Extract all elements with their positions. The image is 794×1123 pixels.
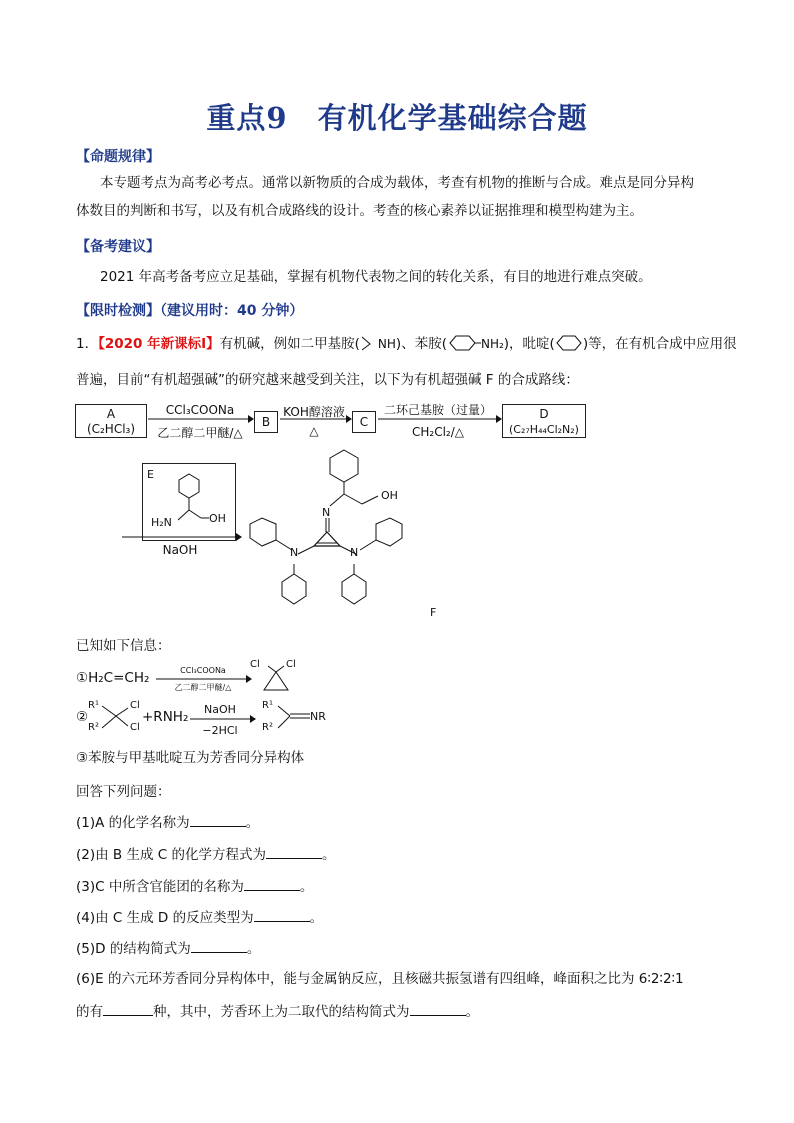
section-heading-rules: 【命题规律】 bbox=[76, 149, 160, 165]
f-amine-n-right: N bbox=[350, 546, 359, 559]
dimethylamine-structure bbox=[360, 335, 378, 351]
imine-product-structure bbox=[276, 702, 312, 732]
intro-part-a: 有机碱，例如二甲基胺( bbox=[219, 336, 360, 352]
intro-part-b: )、苯胺( bbox=[395, 336, 447, 352]
arrow2-reagent: KOH醇溶液 bbox=[283, 405, 345, 419]
arrow3-condition: CH₂Cl₂/△ bbox=[411, 425, 464, 439]
arrow-1 bbox=[148, 414, 254, 424]
arrow1-reagent: CCl₃COONa bbox=[165, 403, 235, 417]
answer-heading: 回答下列问题： bbox=[76, 784, 171, 800]
known-item-1-reactant: ①H₂C=CH₂ bbox=[76, 670, 150, 686]
question-number: 1． bbox=[76, 336, 99, 352]
known-item-2-arrow bbox=[190, 715, 256, 723]
compound-c-box: C bbox=[352, 411, 376, 433]
question-1-intro: 1．【2020 年新课标Ⅰ】有机碱，例如二甲基胺( NH)、苯胺( NH₂)，吡啶( )等，在有机合成中应用很 bbox=[76, 336, 737, 352]
f-imine-n: N bbox=[322, 506, 331, 519]
arrow1-condition: 乙二醇二甲醚/△ bbox=[157, 426, 243, 440]
sub-question-5: (5)D 的结构简式为 。 bbox=[76, 941, 261, 957]
sub-question-3: (3)C 中所含官能团的名称为 。 bbox=[76, 879, 314, 895]
f-oh-label: OH bbox=[381, 489, 398, 502]
compound-e-box: E H₂N OH bbox=[142, 463, 236, 541]
benzene-ring-aniline bbox=[447, 334, 481, 352]
arrow4-reagent: NaOH bbox=[162, 543, 198, 557]
known-item-1-condition: 乙二醇二甲醚/△ bbox=[174, 683, 232, 692]
known-info-heading: 已知如下信息： bbox=[76, 638, 171, 654]
known-item-2-byproduct: −2HCl bbox=[202, 724, 238, 737]
answer-blank[interactable] bbox=[190, 814, 246, 827]
sub-question-4: (4)由 C 生成 D 的反应类型为 。 bbox=[76, 910, 324, 926]
answer-blank[interactable] bbox=[244, 878, 300, 891]
arrow-4 bbox=[122, 532, 242, 542]
rules-line-2: 体数目的判断和书写，以及有机合成路线的设计。考查的核心素养以证据推理和模型构建为主。 bbox=[76, 203, 643, 219]
intro-part-d: )等，在有机合成中应用很 bbox=[582, 336, 737, 352]
answer-blank[interactable] bbox=[254, 909, 310, 922]
answer-blank[interactable] bbox=[266, 846, 322, 859]
answer-blank[interactable] bbox=[191, 940, 247, 953]
intro-part-c: )，吡啶( bbox=[503, 336, 555, 352]
sub-question-2: (2)由 B 生成 C 的化学方程式为 。 bbox=[76, 847, 336, 863]
advice-line-1: 2021 年高考备考应立足基础，掌握有机物代表物之间的转化关系，有目的地进行难点突破。 bbox=[100, 269, 652, 285]
known-item-2-number: ② bbox=[76, 709, 89, 725]
arrow3-reagent: 二环己基胺（过量） bbox=[383, 403, 492, 417]
page-title: 重点9 有机化学基础综合题 bbox=[206, 101, 588, 135]
known-item-1-reagent: CCl₃COONa bbox=[180, 666, 226, 675]
rules-line-1: 本专题考点为高考必考点。通常以新物质的合成为载体，考查有机物的推断与合成。难点是同分异构 bbox=[100, 175, 694, 191]
arrow-3 bbox=[378, 414, 502, 424]
section-heading-test: 【限时检测】（建议用时：40 分钟） bbox=[76, 303, 304, 319]
sub-question-6-line-2: 的有 种，其中，芳香环上为二取代的结构简式为 。 bbox=[76, 1004, 479, 1020]
compound-b-box: B bbox=[254, 411, 278, 433]
sub-question-1: (1)A 的化学名称为 。 bbox=[76, 815, 260, 831]
question-source: 【2020 年新课标Ⅰ】 bbox=[98, 336, 220, 352]
known-item-2-base: NaOH bbox=[204, 703, 236, 716]
compound-f-label: F bbox=[430, 606, 437, 619]
section-heading-advice: 【备考建议】 bbox=[76, 239, 160, 255]
answer-blank[interactable] bbox=[103, 1003, 153, 1016]
arrow2-condition: △ bbox=[309, 424, 319, 438]
compound-d-box: D (C₂₇H₄₄Cl₂N₂) bbox=[502, 404, 586, 438]
gem-dichloride-structure bbox=[100, 702, 132, 732]
known-item-3: ③苯胺与甲基吡啶互为芳香同分异构体 bbox=[76, 750, 305, 766]
known-item-2-reagent-amine: +RNH₂ bbox=[142, 709, 189, 725]
question-1-line-2: 普遍，目前“有机超强碱”的研究越来越受到关注，以下为有机超强碱 F 的合成路线： bbox=[76, 372, 579, 388]
f-amine-n-left: N bbox=[290, 546, 299, 559]
sub-question-6-line-1: (6)E 的六元环芳香同分异构体中，能与金属钠反应，且核磁共振氢谱有四组峰，峰面积之比为 6∶2∶2∶1 bbox=[76, 971, 684, 987]
arrow-2 bbox=[280, 414, 352, 424]
compound-a-box: A (C₂HCl₃) bbox=[75, 404, 147, 438]
answer-blank[interactable] bbox=[410, 1003, 466, 1016]
pyridine-ring bbox=[555, 334, 583, 352]
compound-f-structure bbox=[244, 446, 424, 616]
